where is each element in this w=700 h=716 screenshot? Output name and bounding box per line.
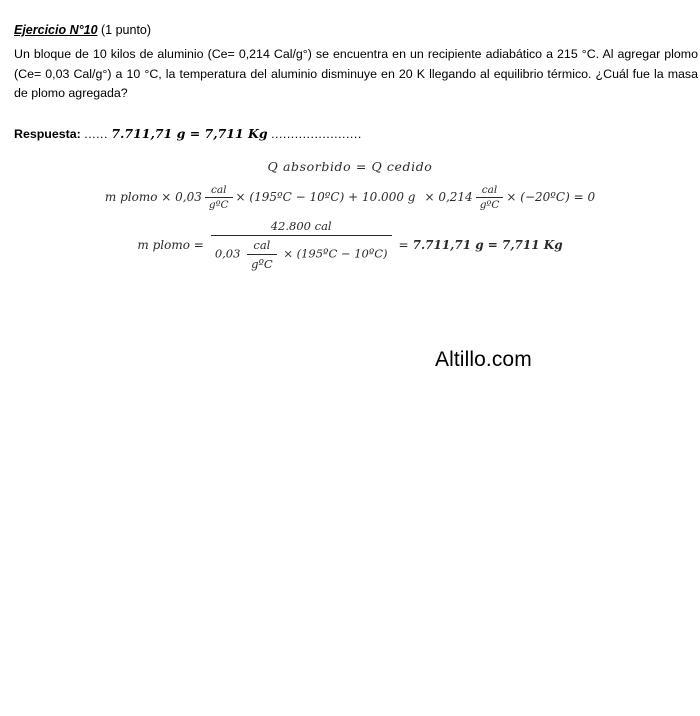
fraction-denominator: gºC [205,197,233,211]
solution-equals: = [398,237,409,252]
fraction-numerator: 42.800 cal [270,218,332,233]
answer-label: Respuesta: [14,126,81,141]
denominator-suffix: × (195ºC − 10ºC) [283,246,388,260]
fraction-cal-per-gc-2 [476,184,504,211]
fraction-denominator: gºC [476,197,504,211]
math-line-solution [14,219,686,271]
exercise-title: Ejercicio N°10 [14,23,98,37]
solution-result: 7.711,71 g = 7,711 Kg [412,237,563,252]
fraction-cal-per-gc-3 [247,238,277,271]
fraction-solution [211,219,392,271]
problem-statement: Un bloque de 10 kilos de aluminio (Ce= 0,214 Cal/g°) se encuentra en un recipiente adiabático a 215 °C. Al agregar plomo (Ce= 0,03 Cal/g°) a 10 °C, la temperatura del aluminio disminuye en 20 K llegando al equilibrio térmico. ¿Cuál fue la masa de plomo agregada? [14,47,698,100]
fraction-denominator: gºC [247,254,277,271]
fraction-numerator: cal [210,183,227,196]
answer-line [14,125,686,143]
math-line-energy-balance: Q absorbido = Q cedido [267,158,433,174]
equation-term2-prefix: × 0,214 [424,190,473,204]
answer-leading-dots: ...... [84,126,108,141]
exercise-heading [14,22,686,38]
fraction-cal-per-gc-1 [205,184,233,211]
fraction-numerator: cal [481,183,498,196]
exercise-points: (1 punto) [101,23,152,37]
math-line-equation [14,184,686,211]
site-watermark: Altillo.com [435,348,532,371]
denominator-prefix: 0,03 [214,246,241,260]
fraction-numerator: cal [253,237,271,252]
equation-term1-prefix: m plomo × 0,03 [104,190,202,204]
equation-term2-suffix: × (−20ºC) = 0 [506,190,596,204]
equation-term1-suffix: × (195ºC − 10ºC) + 10.000 g [235,190,416,204]
fraction-denominator [211,235,392,271]
math-block [14,159,686,271]
solution-lhs: m plomo = [137,237,204,252]
answer-value: 7.711,71 g = 7,711 Kg [111,125,268,141]
answer-trailing-dots: ....................... [271,126,362,141]
